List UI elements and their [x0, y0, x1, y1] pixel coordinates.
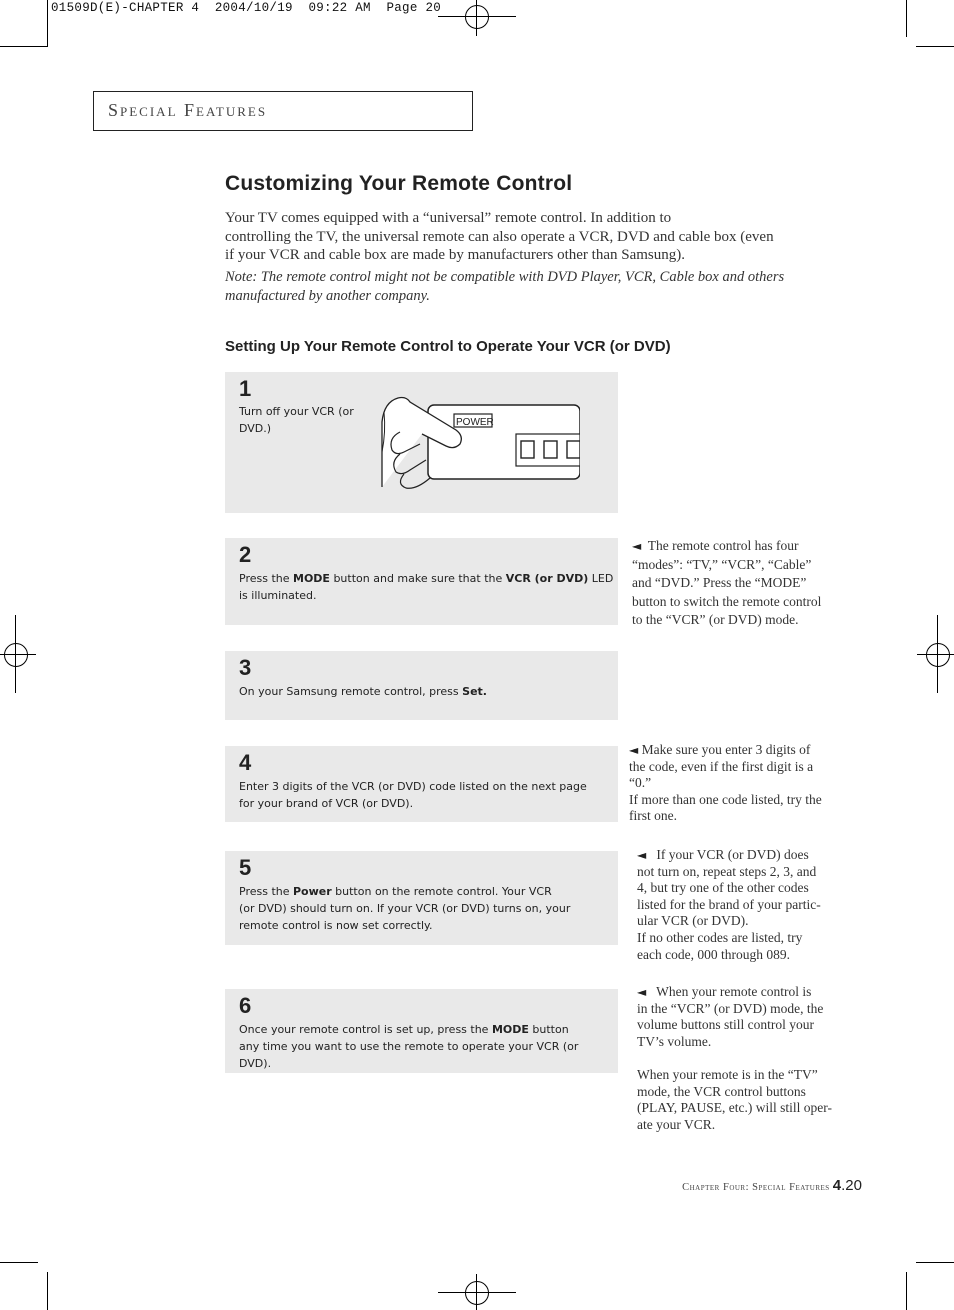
- side-note-line: listed for the brand of your partic-: [637, 896, 821, 912]
- page-footer: [682, 1177, 862, 1194]
- step-text-line: for your brand of VCR (or DVD).: [239, 797, 414, 810]
- crop-mark: [15, 615, 16, 693]
- step-text-line: remote control is now set correctly.: [239, 919, 433, 932]
- side-note-line: 4, but try one of the other codes: [637, 880, 809, 896]
- step-text-line: Press the Power button on the remote control. Your VCR: [239, 885, 552, 898]
- side-note-line: not turn on, repeat steps 2, 3, and: [637, 863, 817, 879]
- section-subtitle: Setting Up Your Remote Control to Operate Your VCR (or DVD): [225, 338, 671, 355]
- crop-mark: [438, 16, 516, 17]
- side-note-line: ular VCR (or DVD).: [637, 913, 749, 929]
- step-4: [225, 746, 618, 822]
- section-title: Special Features: [108, 100, 268, 120]
- note-line: manufactured by another company.: [225, 287, 430, 304]
- intro-line: Your TV comes equipped with a “universal” remote control. In addition to: [225, 210, 672, 226]
- crop-mark: [47, 0, 48, 47]
- side-note-line: first one.: [629, 808, 677, 824]
- step-text: [239, 683, 487, 700]
- crop-mark: [476, 1274, 477, 1310]
- side-note-line: If more than one code listed, try the: [629, 791, 822, 807]
- crop-mark: [937, 615, 938, 693]
- side-note-line: ate your VCR.: [637, 1116, 716, 1132]
- side-note-line: to the “VCR” (or DVD) mode.: [632, 612, 799, 627]
- side-note-line: When your remote is in the “TV”: [637, 1066, 818, 1082]
- step-text-line: Press the MODE button and make sure that the VCR (or DVD) LED: [239, 572, 614, 585]
- side-note-volume: [637, 984, 867, 1133]
- vcr-power-illustration: [380, 392, 580, 492]
- side-note-line: the code, even if the first digit is a: [629, 758, 814, 774]
- power-label: POWER: [456, 417, 494, 428]
- step-text-line: DVD).: [239, 1057, 272, 1070]
- side-note-line: in the “VCR” (or DVD) mode, the: [637, 1000, 824, 1016]
- crop-mark: [917, 654, 954, 655]
- crop-mark: [0, 1262, 38, 1263]
- arrow-left-icon: ◄: [637, 848, 647, 862]
- crop-mark: [438, 1292, 516, 1293]
- crop-mark: [0, 46, 47, 47]
- arrow-left-icon: ◄: [637, 985, 647, 999]
- arrow-left-icon: ◄: [629, 743, 639, 757]
- step-5: [225, 851, 618, 945]
- page-number: 4.20: [832, 1177, 862, 1194]
- crop-mark: [47, 1272, 48, 1310]
- arrow-left-icon: ◄: [632, 539, 642, 553]
- registration-mark: [465, 5, 489, 29]
- page-title: Customizing Your Remote Control: [225, 172, 573, 195]
- footer-chapter: Chapter Four: Special Features: [682, 1182, 830, 1193]
- step-text-line: DVD.): [239, 422, 272, 435]
- side-note-line: mode, the VCR control buttons: [637, 1083, 806, 1099]
- step-text: [239, 883, 570, 934]
- step-3: [225, 651, 618, 720]
- step-text: [239, 570, 613, 604]
- side-note-digits: [629, 742, 864, 825]
- side-note-line: volume buttons still control your: [637, 1017, 814, 1033]
- intro-paragraph: [225, 209, 845, 265]
- side-note-line: ◄ If your VCR (or DVD) does: [637, 847, 809, 862]
- note-paragraph: [225, 268, 835, 305]
- crop-mark: [916, 46, 954, 47]
- side-note-line: ◄ Make sure you enter 3 digits of: [629, 742, 811, 757]
- registration-mark: [926, 643, 950, 667]
- step-number: 2: [239, 542, 252, 567]
- step-number: 3: [239, 655, 252, 680]
- step-text-line: Enter 3 digits of the VCR (or DVD) code listed on the next page: [239, 780, 587, 793]
- step-2: [225, 538, 618, 625]
- step-text-line: (or DVD) should turn on. If your VCR (or DVD) turns on, your: [239, 902, 571, 915]
- step-text-line: is illuminated.: [239, 589, 317, 602]
- step-text: [239, 778, 587, 812]
- side-note-line: “0.”: [629, 775, 652, 791]
- note-line: Note: The remote control might not be compatible with DVD Player, VCR, Cable box and others: [225, 269, 785, 285]
- step-6: [225, 989, 618, 1073]
- crop-mark: [916, 1262, 954, 1263]
- step-text-line: Turn off your VCR (or: [239, 405, 354, 418]
- step-text-line: Once your remote control is set up, press the MODE button: [239, 1023, 569, 1036]
- side-note-power: [637, 847, 867, 963]
- step-number: 5: [239, 855, 252, 880]
- side-note-line: and “DVD.” Press the “MODE”: [632, 575, 807, 590]
- registration-mark: [465, 1281, 489, 1305]
- step-text-line: any time you want to use the remote to operate your VCR (or: [239, 1040, 579, 1053]
- side-note-line: ◄ The remote control has four: [632, 538, 799, 553]
- side-note-line: If no other codes are listed, try: [637, 929, 803, 945]
- intro-line: if your VCR and cable box are made by manufacturers other than Samsung).: [225, 247, 686, 263]
- crop-mark: [476, 0, 477, 36]
- registration-mark: [4, 643, 28, 667]
- side-note-modes: [632, 537, 862, 630]
- side-note-line: ◄ When your remote control is: [637, 984, 812, 999]
- crop-mark: [0, 654, 36, 655]
- side-note-line: TV’s volume.: [637, 1033, 712, 1049]
- side-note-line: (PLAY, PAUSE, etc.) will still oper-: [637, 1100, 832, 1116]
- step-1: [225, 372, 618, 513]
- crop-mark: [906, 1272, 907, 1310]
- step-text: [239, 403, 354, 437]
- step-text: [239, 1021, 578, 1072]
- step-number: 1: [239, 376, 252, 401]
- side-note-line: “modes”: “TV,” “VCR”, “Cable”: [632, 556, 812, 572]
- step-text-line: On your Samsung remote control, press Set.: [239, 685, 487, 698]
- print-header: 01509D(E)-CHAPTER 4 2004/10/19 09:22 AM Page 20: [51, 1, 442, 15]
- step-number: 6: [239, 993, 252, 1018]
- intro-line: controlling the TV, the universal remote can also operate a VCR, DVD and cable box (even: [225, 228, 774, 245]
- crop-mark: [906, 0, 907, 37]
- step-number: 4: [239, 750, 252, 775]
- side-note-line: each code, 000 through 089.: [637, 946, 790, 962]
- side-note-line: button to switch the remote control: [632, 593, 822, 609]
